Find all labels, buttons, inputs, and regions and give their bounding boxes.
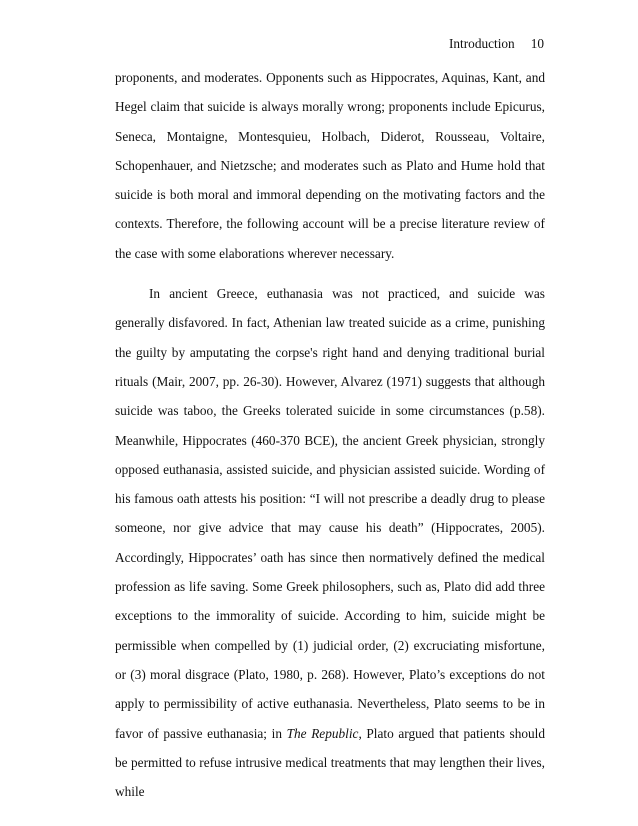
paragraph — [115, 279, 545, 806]
running-head-title: Introduction — [448, 36, 515, 51]
book-title: The Republic — [286, 725, 359, 741]
paragraph: proponents, and moderates. Opponents such as Hippocrates, Aquinas, Kant, and Hegel claim that suicide is always morally wrong; proponents include Epicurus, Seneca, Montaigne, Montesquieu, Holbach, Diderot, Rousseau, Voltaire, Schopenhauer, and Nietzsche; and moderates such as Plato and Hume hold that suicide is both moral and immoral depending on the motivating factors and the contexts. Therefore, the following account will be a precise literature review of the case with some elaborations wherever necessary. — [115, 70, 545, 261]
body-text — [115, 63, 545, 806]
paragraph-text: In ancient Greece, euthanasia was not practiced, and suicide was generally disfavored. In fact, Athenian law treated suicide as a crime, punishing the guilty by amputating the corpse's right hand and denying traditional burial rituals (Mair, 2007, pp. 26-30). However, Alvarez (1971) suggests that although suicide was taboo, the Greeks tolerated suicide in some circumstances (p.58). Meanwhile, Hippocrates (460-370 BCE), the ancient Greek physician, strongly opposed euthanasia, assisted suicide, and physician assisted suicide. Wording of his famous oath attests his position: “I will not prescribe a deadly drug to please someone, nor give advice that may cause his death” (Hippocrates, 2005). Accordingly, Hippocrates’ oath has since then normatively defined the medical profession as life saving. Some Greek philosophers, such as, Plato did add three exceptions to the immorality of suicide. According to him, suicide might be permissible when compelled by (1) judicial order, (2) excruciating misfortune, or (3) moral disgrace (Plato, 1980, p. 268). However, Plato’s exceptions do not apply to permissibility of active euthanasia. Nevertheless, Plato seems to be in favor of passive euthanasia; in — [115, 286, 545, 741]
paragraph-text: , Plato argued that patients should be permitted to refuse intrusive medical treatments that may lengthen their lives, while — [115, 725, 545, 800]
running-head — [449, 36, 544, 52]
page-number: 10 — [530, 36, 544, 51]
